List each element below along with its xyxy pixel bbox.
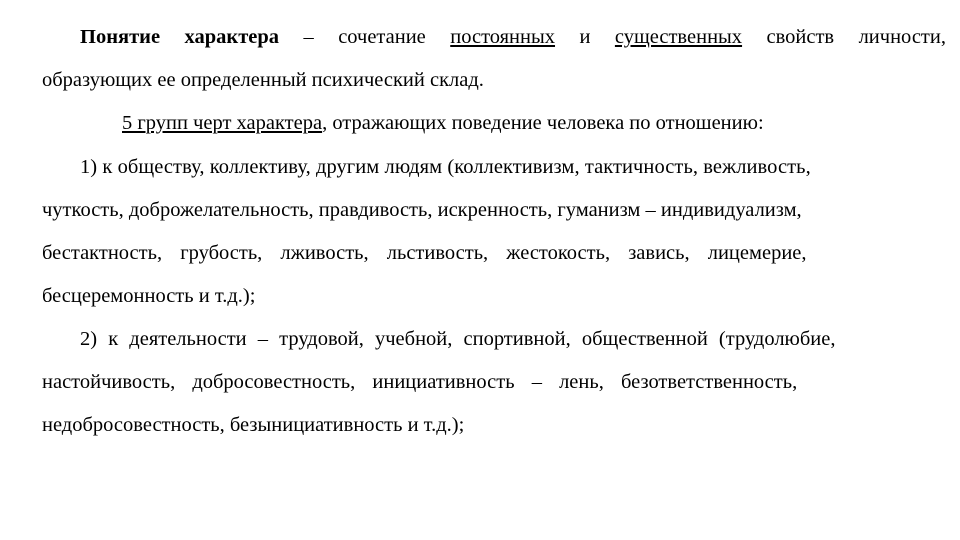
underlined-word-constant: постоянных	[450, 26, 556, 48]
word: сочетание	[338, 26, 426, 48]
word: свойств	[766, 26, 835, 48]
group-2-line-2: настойчивость, добросовестность, инициативность – лень, безответственность,	[42, 371, 798, 393]
definition-term-word-1: Понятие	[80, 26, 161, 48]
group-2-line-1: 2) к деятельности – трудовой, учебной, спортивной, общественной (трудолюбие,	[80, 328, 836, 350]
definition-line-1	[80, 25, 946, 49]
dash: –	[303, 26, 314, 48]
group-1-line-4: бесцеремонность и т.д.);	[42, 285, 256, 307]
group-1-line-1: 1) к обществу, коллективу, другим людям (коллективизм, тактичность, вежливость,	[80, 156, 811, 178]
group-1-line-2: чуткость, доброжелательность, правдивость, искренность, гуманизм – индивидуализм,	[42, 199, 802, 221]
groups-intro-line	[122, 111, 946, 135]
group-2-line-3: недобросовестность, безынициативность и т.д.);	[42, 414, 465, 436]
groups-intro-rest: , отражающих поведение человека по отношению:	[322, 112, 764, 134]
definition-line-2: образующих ее определенный психический склад.	[42, 69, 484, 91]
word: личности,	[858, 26, 946, 48]
groups-intro-underlined: 5 групп черт характера	[122, 112, 323, 134]
definition-term-word-2: характера	[184, 26, 280, 48]
underlined-word-essential: существенных	[614, 26, 743, 48]
word: и	[579, 26, 591, 48]
group-1-line-3: бестактность, грубость, лживость, льстивость, жестокость, завись, лицемерие,	[42, 242, 807, 264]
